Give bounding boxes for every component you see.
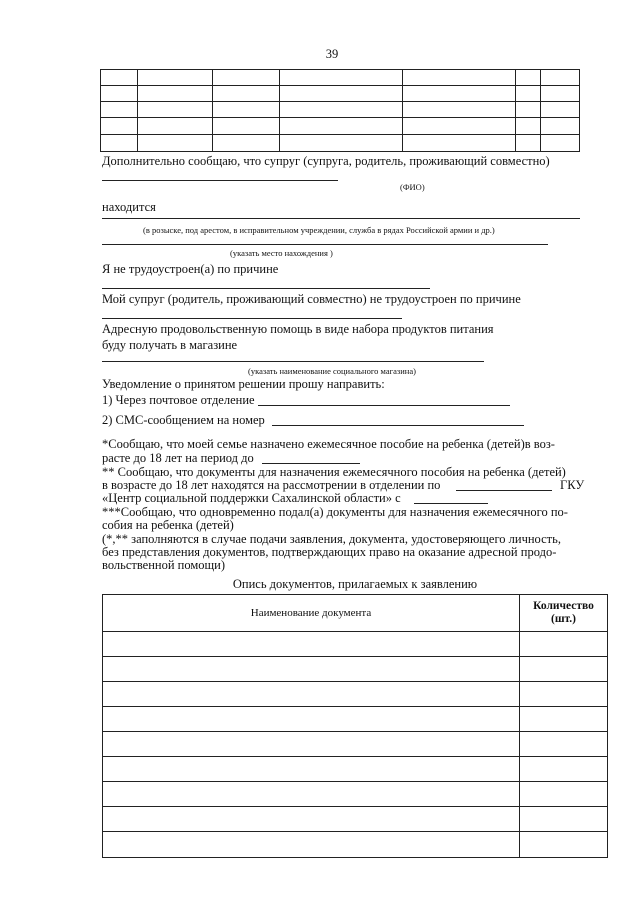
table-row <box>101 102 580 118</box>
note-3-line-b: собия на ребенка (детей) <box>102 518 234 532</box>
location-hint: (в розыске, под арестом, в исправительном учреждении, служба в рядах Российской армии и др.) <box>143 225 495 235</box>
note-2-line-a: ** Сообщаю, что документы для назначения ежемесячного пособия на ребенка (детей) <box>102 465 566 479</box>
note-2-date-field[interactable] <box>414 503 488 504</box>
fio-caption: (ФИО) <box>400 182 425 192</box>
top-table <box>100 69 580 152</box>
note-2-line-c: «Центр социальной поддержки Сахалинской области» с <box>102 491 401 505</box>
place-field[interactable] <box>102 244 548 245</box>
inventory-name-header <box>103 595 520 632</box>
not-employed-label: Я не трудоустроен(а) по причине <box>102 262 279 276</box>
table-row[interactable] <box>103 732 608 757</box>
shop-name-field[interactable] <box>102 361 484 362</box>
sms-option: 2) СМС-сообщением на номер <box>102 413 265 427</box>
located-field[interactable] <box>102 218 580 219</box>
note-2-line-b: в возрасте до 18 лет находятся на рассмотрении в отделении по <box>102 478 441 492</box>
fio-field[interactable] <box>102 180 338 181</box>
table-row <box>101 135 580 152</box>
note-1-date-field[interactable] <box>262 463 360 464</box>
table-row[interactable] <box>103 682 608 707</box>
note-1-line-a: *Сообщаю, что моей семье назначено ежемесячное пособие на ребенка (детей)в воз- <box>102 437 555 451</box>
note-1-line-b: расте до 18 лет на период до <box>102 451 254 465</box>
note-4-line-b: без представления документов, подтверждающих право на оказание адресной продо- <box>102 545 557 559</box>
notify-label: Уведомление о принятом решении прошу направить: <box>102 377 385 391</box>
spouse-not-employed-reason-field[interactable] <box>102 318 402 319</box>
inventory-table <box>102 594 608 858</box>
table-row[interactable] <box>103 832 608 858</box>
table-row <box>101 118 580 135</box>
table-row <box>101 86 580 102</box>
food-aid-line-1: Адресную продовольственную помощь в виде набора продуктов питания <box>102 322 494 336</box>
inventory-title: Опись документов, прилагаемых к заявлению <box>232 577 478 591</box>
table-row[interactable] <box>103 707 608 732</box>
inventory-name-header-text: Наименование документа <box>250 607 372 619</box>
spouse-info-line: Дополнительно сообщаю, что супруг (супруга, родитель, проживающий совместно) <box>102 154 550 168</box>
note-2-office-field[interactable] <box>456 490 552 491</box>
shop-hint: (указать наименование социального магазина) <box>248 366 416 376</box>
note-2-line-b-end: ГКУ <box>560 478 585 492</box>
inventory-qty-header-2: (шт.) <box>550 613 577 625</box>
note-4-line-c: вольственной помощи) <box>102 558 226 572</box>
not-employed-reason-field[interactable] <box>102 288 430 289</box>
table-row[interactable] <box>103 807 608 832</box>
page-number: 39 <box>325 47 339 61</box>
inventory-qty-header <box>520 595 608 632</box>
note-4-line-a: (*,** заполняются в случае подачи заявления, документа, удостоверяющего личность, <box>102 532 561 546</box>
sms-phone-field[interactable] <box>272 425 524 426</box>
inventory-header-row <box>103 595 608 632</box>
note-3-line-a: ***Сообщаю, что одновременно подал(а) документы для назначения ежемесячного по- <box>102 505 568 519</box>
table-row[interactable] <box>103 632 608 657</box>
spouse-not-employed-label: Мой супруг (родитель, проживающий совместно) не трудоустроен по причине <box>102 292 521 306</box>
table-row <box>101 70 580 86</box>
table-row[interactable] <box>103 782 608 807</box>
table-row[interactable] <box>103 657 608 682</box>
place-hint: (указать место нахождения ) <box>230 248 333 258</box>
post-field[interactable] <box>258 405 510 406</box>
located-label: находится <box>102 200 156 214</box>
food-aid-line-2: буду получать в магазине <box>102 338 238 352</box>
post-option: 1) Через почтовое отделение <box>102 393 255 407</box>
inventory-qty-header-1: Количество <box>533 600 594 612</box>
table-row[interactable] <box>103 757 608 782</box>
